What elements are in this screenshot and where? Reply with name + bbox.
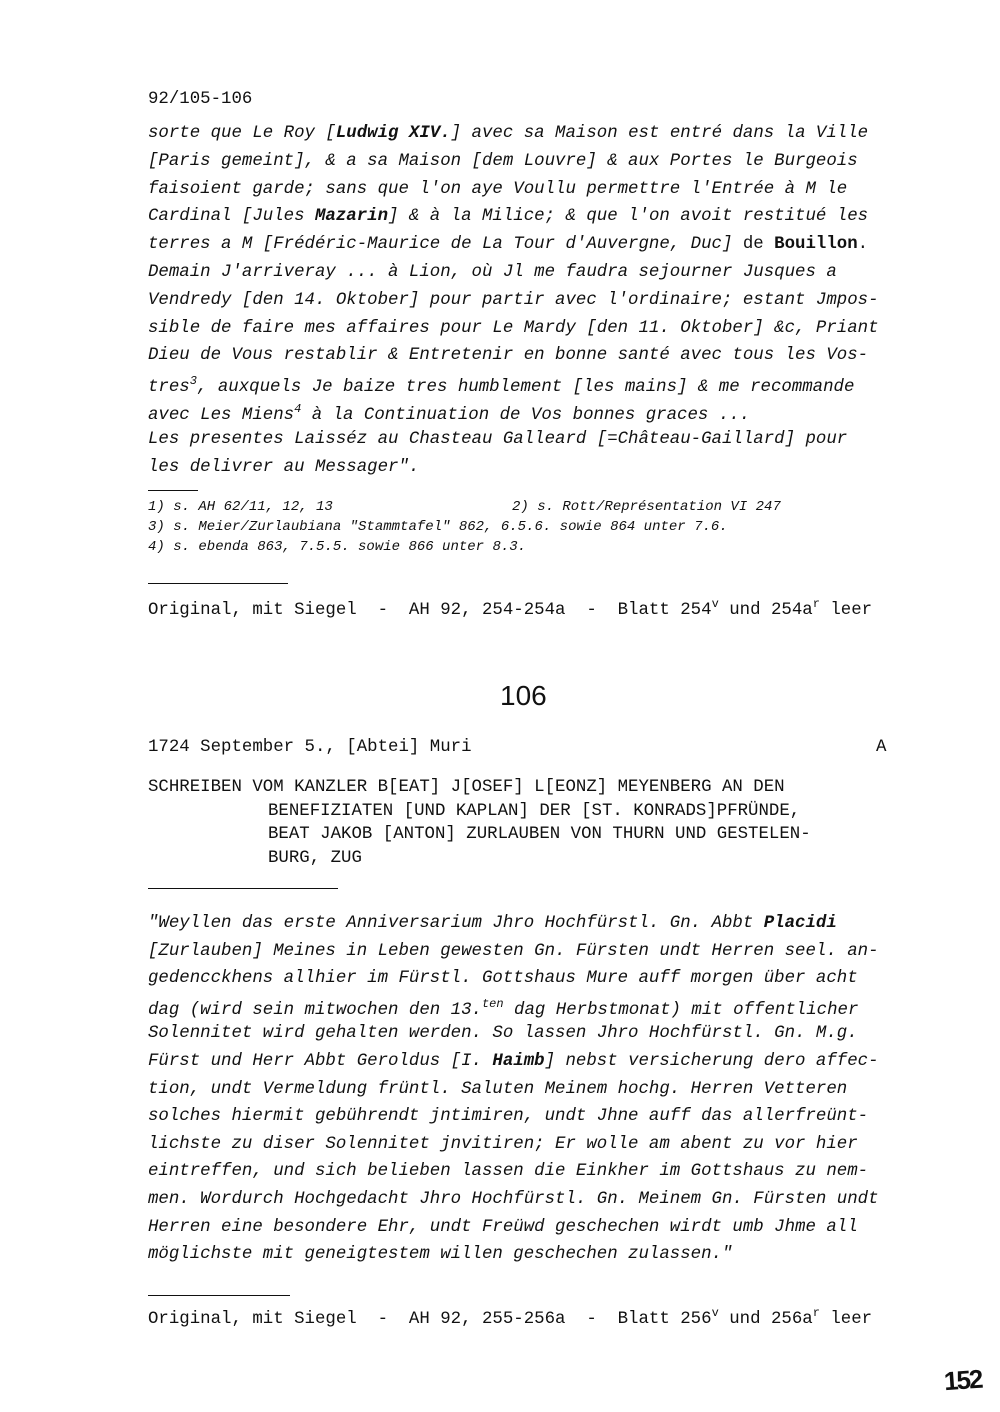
letter-line: avec Les Miens$^4$ à la Continuation de Vos bonnes graces ...	[148, 402, 751, 425]
original-note-106: Original, mit Siegel - AH 92, 255-256a - Blatt 256$^v$ und $256a^r$ leer	[148, 1306, 873, 1329]
letter-line: lichste zu diser Solennitet jnvitiren; Er wolle am abent zu vor hier	[148, 1134, 858, 1154]
page-number: 152	[942, 1363, 983, 1397]
letter-line: solches hiermit gebührendt jntimiren, undt Jhne auff das allerfreünt-	[148, 1107, 869, 1127]
date-place: 1724 September 5., [Abtei] Muri	[148, 738, 472, 757]
letter-line: sible de faire mes affaires pour Le Mardy [den 11. Oktober] &c, Priant	[148, 318, 879, 338]
summary-rule	[148, 888, 338, 889]
letter-line: Fürst und Herr Abbt Geroldus [I. Haimb] nebst versicherung dero affec-	[148, 1052, 879, 1071]
letter-line: Demain J'arriveray ... à Lion, où Jl me faudra sejourner Jusques a	[148, 263, 837, 282]
letter-line: Cardinal [Jules Mazarin] & à la Milice; & que l'on avoit restitué les	[148, 207, 869, 227]
original-rule	[148, 1295, 290, 1296]
letter-line: möglichste mit geneigtestem willen geschechen zulassen."	[148, 1245, 733, 1265]
letter-line: [Paris gemeint], & a sa Maison [dem Louvre] & aux Portes le Burgeois	[148, 151, 858, 171]
letter-line: terres a M [Frédéric-Maurice de La Tour d'Auvergne, Duc] de Bouillon.	[148, 235, 869, 255]
letter-line: Herren eine besondere Ehr, undt Freüwd geschechen wirdt umb Jhme all	[148, 1217, 858, 1237]
letter-line: faisoient garde; sans que l'on aye Voullu permettre l'Entrée à M le	[148, 179, 848, 199]
summary-line: BURG, ZUG	[268, 848, 362, 868]
footnote: 4) s. ebenda 863, 7.5.5. sowie 866 unter 8.3.	[148, 539, 527, 555]
letter-line: sorte que Le Roy [Ludwig XIV.] avec sa Maison est entré dans la Ville	[148, 124, 869, 143]
letter-line: Dieu de Vous restablir & Entretenir en bonne santé avec tous les Vos-	[148, 346, 869, 366]
summary-line: BEAT JAKOB [ANTON] ZURLAUBEN VON THURN UND GESTELEN-	[268, 825, 811, 844]
document-number: 106	[500, 680, 547, 711]
header-reference: 92/105-106	[148, 90, 253, 109]
summary-line: BENEFIZIATEN [UND KAPLAN] DER [ST. KONRADS]PFRÜNDE,	[268, 801, 801, 821]
footnote-rule-1	[148, 490, 198, 491]
letter-line: Solennitet wird gehalten werden. So lassen Jhro Hochfürstl. Gn. M.g.	[148, 1024, 858, 1044]
original-note-105: Original, mit Siegel - AH 92, 254-254a - Blatt 254$^v$ und $254a^r$ leer	[148, 597, 873, 620]
letter-line: Vendredy [den 14. Oktober] pour partir avec l'ordinaire; estant Jmpos-	[148, 290, 879, 310]
letter-line: men. Wordurch Hochgedacht Jhro Hochfürstl. Gn. Meinem Gn. Fürsten undt	[148, 1190, 879, 1209]
letter-line: tion, undt Vermeldung früntl. Saluten Meinem hochg. Herren Vetteren	[148, 1079, 848, 1099]
letter-line: Les presentes Laisséz au Chasteau Galleard [=Château-Gaillard] pour	[148, 429, 848, 449]
letter-line: "Weyllen das erste Anniversarium Jhro Hochfürstl. Gn. Abbt Placidi	[148, 914, 837, 933]
letter-line: gedencckhens allhier im Fürstl. Gottshaus Mure auff morgen über acht	[148, 969, 858, 989]
footnote-rule-2	[148, 583, 288, 584]
letter-line: eintreffen, und sich belieben lassen die Einkher im Gottshaus zu nem-	[148, 1162, 869, 1182]
letter-line: dag (wird sein mitwochen den 13.$^{ten}$ dag Herbstmonat) mit offentlicher	[148, 996, 859, 1020]
footnote: 2) s. Rott/Représentation VI 247	[512, 499, 781, 515]
letter-type: A	[876, 738, 887, 757]
letter-line: tres$^3$, auxquels Je baize tres humblement [les mains] & me recommande	[148, 374, 855, 397]
letter-line: [Zurlauben] Meines in Leben gewesten Gn. Fürsten undt Herren seel. an-	[148, 941, 879, 961]
summary-line: SCHREIBEN VOM KANZLER B[EAT] J[OSEF] L[EONZ] MEYENBERG AN DEN	[148, 778, 785, 797]
footnote: 1) s. AH 62/11, 12, 13	[148, 499, 333, 515]
footnote: 3) s. Meier/Zurlaubiana "Stammtafel" 862, 6.5.6. sowie 864 unter 7.6.	[148, 519, 728, 535]
letter-line: les delivrer au Messager".	[148, 457, 420, 477]
